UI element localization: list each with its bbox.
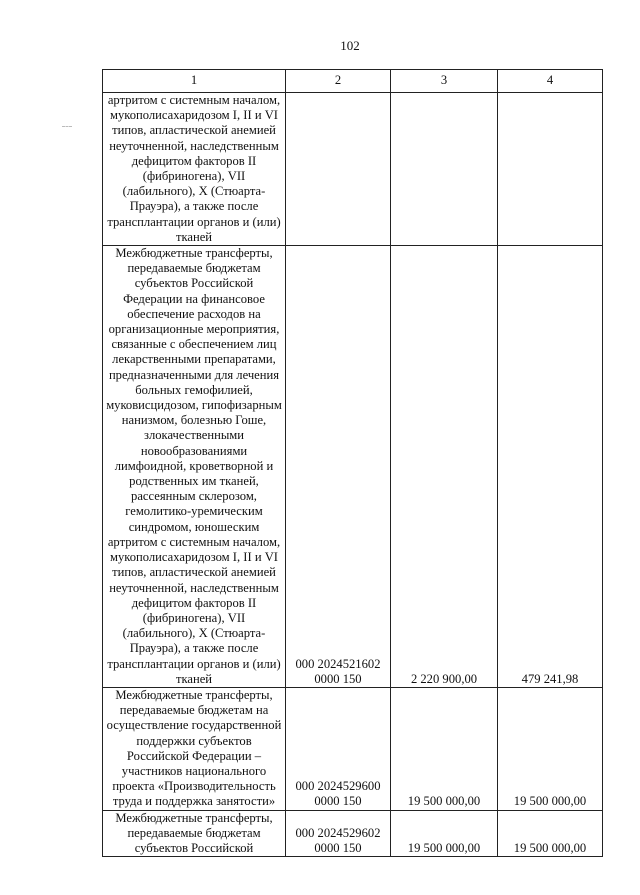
row-description bbox=[103, 687, 286, 810]
description-line: мукополисахаридозом I, II и VI bbox=[109, 108, 278, 123]
description-line: нанизмом, болезнью Гоше, bbox=[121, 413, 267, 428]
description-line: участников национального bbox=[121, 763, 267, 778]
code-line: 000 2024521602 bbox=[295, 656, 381, 671]
description-line: Прауэра), а также после bbox=[129, 199, 259, 214]
description-line: передаваемые бюджетам bbox=[127, 261, 261, 276]
description-line: труда и поддержка занятости» bbox=[112, 794, 276, 809]
description-line: родственных им тканей, bbox=[129, 474, 259, 489]
header-col-1: 1 bbox=[103, 70, 286, 93]
row-amount-col4: 19 500 000,00 bbox=[498, 810, 603, 857]
header-col-4: 4 bbox=[498, 70, 603, 93]
description-line: лекарственными препаратами, bbox=[112, 352, 276, 367]
description-line: проекта «Производительность bbox=[112, 779, 276, 794]
description-line: гемолитико-уремическим bbox=[125, 504, 263, 519]
description-line: неуточненной, наследственным bbox=[109, 580, 279, 595]
row-code bbox=[286, 687, 391, 810]
description-line: субъектов Российской bbox=[134, 840, 254, 855]
description-line: (фибриногена), VII bbox=[142, 169, 246, 184]
description-line: субъектов Российской bbox=[134, 276, 254, 291]
description-line: новообразованиями bbox=[140, 443, 248, 458]
description-line: тканей bbox=[175, 671, 213, 686]
description-line: больных гемофилией, bbox=[135, 382, 253, 397]
description-line: Российской Федерации – bbox=[126, 748, 262, 763]
row-code bbox=[286, 93, 391, 246]
table-body bbox=[103, 93, 603, 857]
code-line: 0000 150 bbox=[314, 671, 362, 686]
row-amount-col4: 479 241,98 bbox=[498, 246, 603, 688]
table-row bbox=[103, 810, 603, 857]
description-line: Прауэра), а также после bbox=[129, 641, 259, 656]
description-line: неуточненной, наследственным bbox=[109, 138, 279, 153]
code-line: 0000 150 bbox=[314, 794, 362, 809]
description-line: лимфоидной, кроветворной и bbox=[114, 458, 274, 473]
description-line: обеспечение расходов на bbox=[127, 306, 261, 321]
description-line: Межбюджетные трансферты, bbox=[115, 810, 273, 825]
row-description bbox=[103, 246, 286, 688]
description-line: рассеянным склерозом, bbox=[131, 489, 257, 504]
table-row bbox=[103, 687, 603, 810]
table-row bbox=[103, 246, 603, 688]
row-amount-col3: 19 500 000,00 bbox=[391, 810, 498, 857]
description-line: организационные мероприятия, bbox=[108, 322, 280, 337]
row-amount-col3 bbox=[391, 93, 498, 246]
description-line: мукополисахаридозом I, II и VI bbox=[109, 550, 278, 565]
description-line: типов, апластической анемией bbox=[112, 123, 276, 138]
description-line: (лабильного), X (Стюарта- bbox=[122, 626, 266, 641]
description-line: злокачественными bbox=[143, 428, 244, 443]
row-description bbox=[103, 93, 286, 246]
description-line: артритом с системным началом, bbox=[107, 534, 281, 549]
description-line: предназначенными для лечения bbox=[108, 367, 280, 382]
row-description bbox=[103, 810, 286, 857]
description-line: муковисцидозом, гипофизарным bbox=[106, 398, 282, 413]
description-line: передаваемые бюджетам bbox=[127, 825, 261, 840]
row-code bbox=[286, 246, 391, 688]
header-row bbox=[103, 70, 603, 93]
description-line: (лабильного), X (Стюарта- bbox=[122, 184, 266, 199]
budget-table bbox=[102, 69, 603, 857]
row-amount-col3: 19 500 000,00 bbox=[391, 687, 498, 810]
description-line: трансплантации органов и (или) bbox=[107, 214, 281, 229]
description-line: передаваемые бюджетам на bbox=[119, 703, 269, 718]
table-row bbox=[103, 93, 603, 246]
description-line: осуществление государственной bbox=[106, 718, 282, 733]
header-col-3: 3 bbox=[391, 70, 498, 93]
row-amount-col4: 19 500 000,00 bbox=[498, 687, 603, 810]
description-line: Федерации на финансовое bbox=[123, 291, 265, 306]
row-amount-col3: 2 220 900,00 bbox=[391, 246, 498, 688]
description-line: поддержки субъектов bbox=[136, 733, 252, 748]
description-line: артритом с системным началом, bbox=[107, 93, 281, 107]
description-line: трансплантации органов и (или) bbox=[107, 656, 281, 671]
description-line: дефицитом факторов II bbox=[131, 595, 257, 610]
code-line: 000 2024529600 bbox=[295, 779, 381, 794]
code-line: 0000 150 bbox=[314, 840, 362, 855]
description-line: типов, апластической анемией bbox=[112, 565, 276, 580]
description-line: Межбюджетные трансферты, bbox=[115, 687, 273, 702]
description-line: Межбюджетные трансферты, bbox=[115, 246, 273, 261]
description-line: дефицитом факторов II bbox=[131, 153, 257, 168]
description-line: синдромом, юношеским bbox=[128, 519, 260, 534]
description-line: связанные с обеспечением лиц bbox=[111, 337, 277, 352]
code-line: 000 2024529602 bbox=[295, 825, 381, 840]
description-line: тканей bbox=[175, 229, 213, 244]
row-amount-col4 bbox=[498, 93, 603, 246]
description-line: (фибриногена), VII bbox=[142, 610, 246, 625]
page-number: 102 bbox=[340, 38, 360, 53]
header-col-2: 2 bbox=[286, 70, 391, 93]
row-code bbox=[286, 810, 391, 857]
margin-mark bbox=[62, 126, 72, 128]
